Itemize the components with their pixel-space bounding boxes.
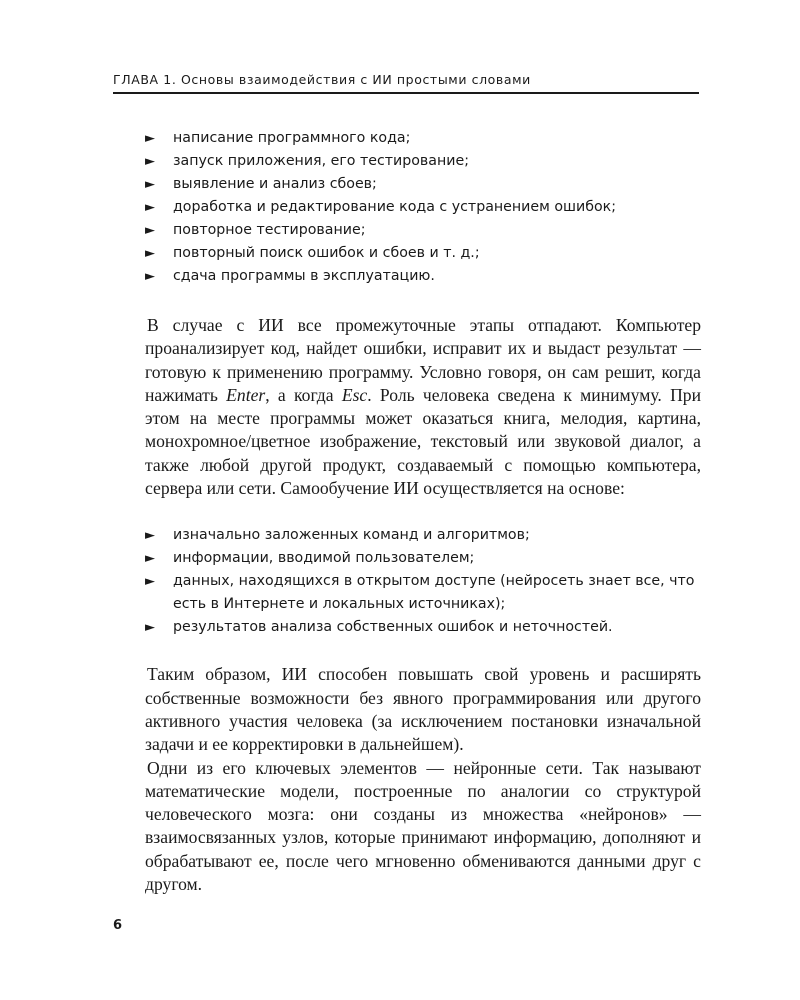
triangle-bullet-icon: ►: [145, 620, 155, 636]
learning-sources-list: [145, 524, 701, 639]
paragraph-text: В случае с ИИ все промежуточные этапы отпадают. Компьютер проанализирует код, найдет ошибки, исправит их и выдаст результат — готовую к применению программу. Условно говоря, он сам решит, когда нажимать: [145, 315, 701, 405]
paragraph-text: , а когда: [265, 384, 342, 405]
list-item: [145, 616, 701, 639]
list-item-text: написание программного кода;: [173, 130, 411, 146]
triangle-bullet-icon: ►: [145, 200, 155, 215]
page-number: 6: [113, 918, 123, 933]
list-item: [145, 265, 701, 288]
paragraph-ai-capabilities: Таким образом, ИИ способен повышать свой уровень и расширять собственные возможности без явного программирования или другого активного участия человека (за исключением постановки изначальной задачи и ее корректировки в дальнейшем).: [145, 664, 701, 755]
list-item-text: данных, находящихся в открытом доступе (нейросеть знает все, что есть в Интернете и локальных источниках);: [173, 573, 695, 613]
triangle-bullet-icon: ►: [145, 574, 155, 590]
triangle-bullet-icon: ►: [145, 223, 155, 238]
page-content: [145, 127, 701, 896]
list-item: [145, 127, 701, 150]
running-head: ГЛАВА 1. Основы взаимодействия с ИИ простыми словами: [113, 72, 531, 87]
triangle-bullet-icon: ►: [145, 154, 155, 169]
development-steps-list: [145, 127, 701, 288]
list-item: [145, 196, 701, 219]
paragraph-text: . Роль человека сведена к минимуму. При этом на месте программы может оказаться книга, мелодия, картина, монохромное/цветное изображение, текстовый или звуковой диалог, а также любой другой продукт, создаваемый с помощью компьютера, сервера или сети. Самообучение ИИ осуществляется на основе:: [145, 384, 701, 499]
list-item-text: выявление и анализ сбоев;: [173, 176, 377, 192]
paragraph-ai-process: [145, 314, 701, 500]
list-item: [145, 150, 701, 173]
header-rule: [113, 92, 699, 94]
list-item: [145, 219, 701, 242]
list-item-text: информации, вводимой пользователем;: [173, 550, 475, 567]
triangle-bullet-icon: ►: [145, 528, 155, 544]
paragraph-neural-networks: Одни из его ключевых элементов — нейронные сети. Так называют математические модели, построенные по аналогии со структурой человеческого мозга: они созданы из множества «нейронов» — взаимосвязанных узлов, которые принимают информацию, дополняют и обрабатывают ее, после чего мгновенно обмениваются данными друг с другом.: [145, 757, 701, 895]
list-item: [145, 173, 701, 196]
list-item-text: результатов анализа собственных ошибок и неточностей.: [173, 619, 613, 636]
list-item-text: доработка и редактирование кода с устранением ошибок;: [173, 199, 616, 215]
triangle-bullet-icon: ►: [145, 269, 155, 284]
triangle-bullet-icon: ►: [145, 131, 155, 146]
list-item-text: повторный поиск ошибок и сбоев и т. д.;: [173, 245, 480, 261]
triangle-bullet-icon: ►: [145, 551, 155, 567]
list-item-text: сдача программы в эксплуатацию.: [173, 268, 435, 284]
list-item-text: запуск приложения, его тестирование;: [173, 153, 469, 169]
list-item: [145, 570, 701, 616]
list-item-text: изначально заложенных команд и алгоритмов;: [173, 527, 530, 544]
list-item: [145, 242, 701, 265]
key-enter: Enter: [226, 384, 266, 405]
list-item: [145, 524, 701, 547]
triangle-bullet-icon: ►: [145, 177, 155, 192]
key-esc: Esc: [341, 384, 368, 405]
triangle-bullet-icon: ►: [145, 246, 155, 261]
list-item: [145, 547, 701, 570]
list-item-text: повторное тестирование;: [173, 222, 366, 238]
